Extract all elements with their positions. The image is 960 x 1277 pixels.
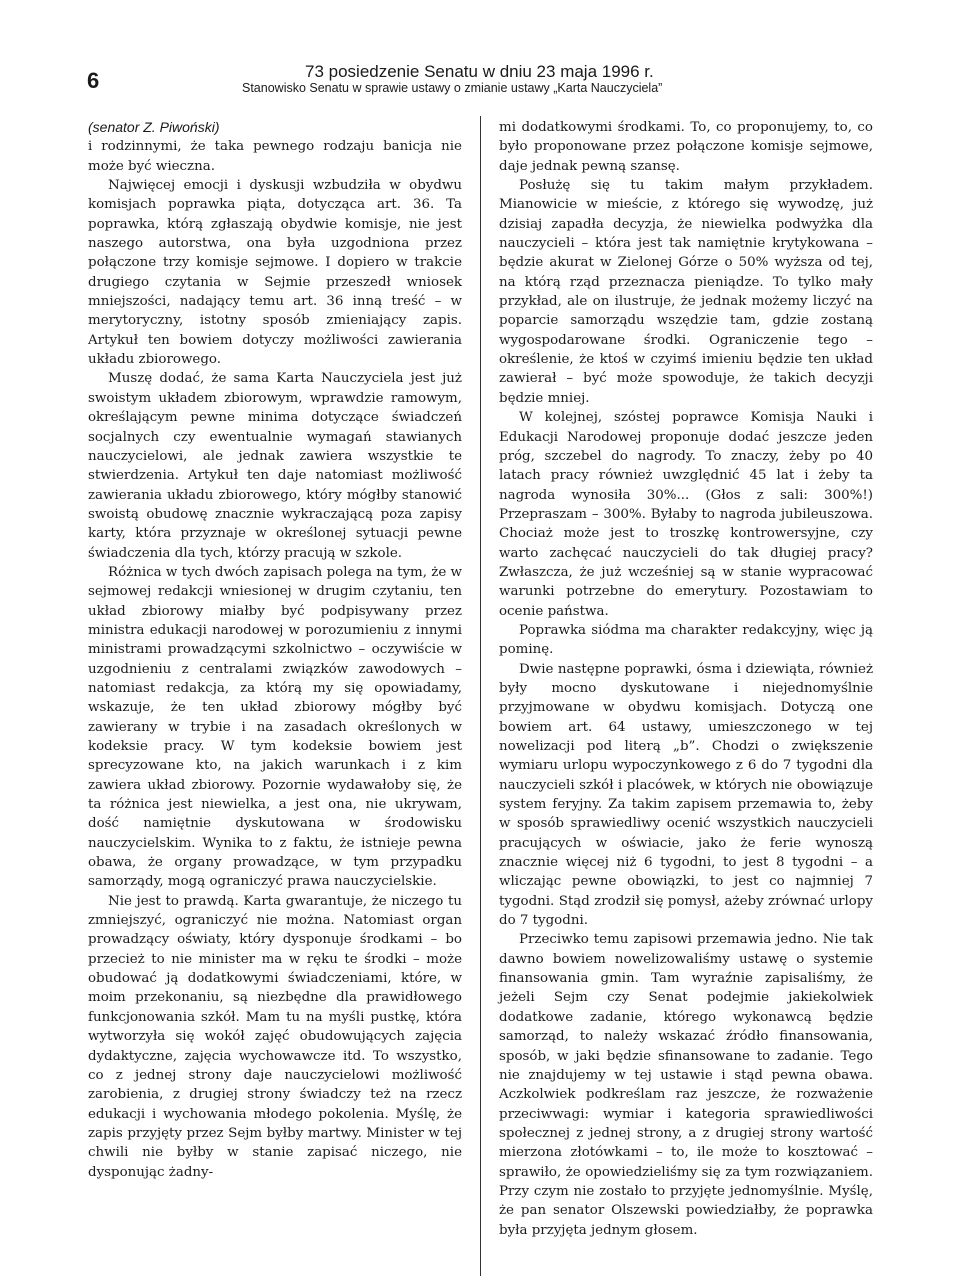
running-header-title: 73 posiedzenie Senatu w dniu 23 maja 1996 r. [305,62,654,81]
running-header-subtitle: Stanowisko Senatu w sprawie ustawy o zmianie ustawy „Karta Nauczyciela” [242,81,663,95]
paragraph: mi dodatkowymi środkami. To, co proponujemy, to, co było proponowane przez połączone komisje sejmowe, daje jednak pewną szansę. [499,120,873,174]
paragraph: Muszę dodać, że sama Karta Nauczyciela jest już swoistym układem zbiorowym, wprawdzie ramowym, określającym pewne minima dotyczące świadczeń socjalnych czy ewentualnie wymagań stawianych nauczycielowi, ale jednak zawiera wszystkie te stwierdzenia. Artykuł ten daje natomiast możliwość zawierania układu zbiorowego, który mógłby stanowić swoistą obudowę znacznie wykraczającą poza zapisy karty, która przyznaje w określonej sytuacji pewne świadczenia dla tych, którzy pracują w szkole. [88,371,462,561]
paragraph: Najwięcej emocji i dyskusji wzbudziła w obydwu komisjach poprawka piąta, dotycząca art. 36. Ta poprawka, którą zgłaszają obydwie komisje, nie jest naszego autorstwa, ona była uzgodniona przez połączone trzy komisje sejmowe. I dopiero w trakcie drugiego czytania w Sejmie przeszedł wniosek mniejszości, nadający temu art. 36 inną treść – w merytoryczny, istotny sposób zmieniający zapis. Artykuł ten bowiem dotyczy możliwości zawierania układu zbiorowego. [88,178,462,368]
paragraph: W kolejnej, szóstej poprawce Komisja Nauki i Edukacji Narodowej proponuje dodać jeszcze jeden próg, szczebel do nagrody. To znaczy, żeby po 40 latach pracy również uwzględnić 45 lat i żeby ta nagroda wynosiła 30%... (Głos z sali: 300%!) Przepraszam – 300%. Byłaby to nagroda jubileuszowa. Chociaż może jest to troszkę kontrowersyjne, czy warto zachęcać nauczycieli do tak długiej pracy? Zwłaszcza, że już wcześniej są w stanie wypracować warunki potrzebne do emerytury. Pozostawiam to ocenie państwa. [499,410,873,619]
speaker-label: (senator Z. Piwoński) [88,119,220,135]
left-column [88,118,462,1182]
paragraph: Nie jest to prawdą. Karta gwarantuje, że niczego tu zmniejszyć, ograniczyć nie można. Natomiast organ prowadzący oświaty, który dysponuje środkami – bo przecież to nie minister ma w ręku te środki – może obudować ją dodatkowymi świadczeniami, które, w moim przekonaniu, są niezbędne dla prawidłowego funkcjonowania szkół. Mam tu na myśli pustkę, która wytworzyła się wokół zajęć obudowujących zajęcia dydaktyczne, zajęcia wychowawcze itd. To wszystko, co z jednej strony daje nauczycielowi możliwość zarobienia, z drugiej strony świadczy też na rzecz edukacji i wychowania młodego pokolenia. Myślę, że zapis przyjęty przez Sejm byłby martwy. Minister w tej chwili nie byłby w stanie zapisać niczego, nie dysponując żadny- [88,893,462,1180]
right-column [499,118,873,1240]
page-number: 6 [87,68,100,93]
paragraph: Przeciwko temu zapisowi przemawia jedno. Nie tak dawno bowiem nowelizowaliśmy ustawę o systemie finansowania gmin. Tam wyraźnie zapisaliśmy, że jeżeli Sejm czy Senat podejmie jakiekolwiek dodatkowe zadanie, którego wykonawcą będzie samorząd, to należy wskazać źródło finansowania, sposób, w jaki będzie sfinansowane to zadanie. Tego nie znajdujemy w tej ustawie i stąd pewna obawa. Aczkolwiek podkreślam raz jeszcze, że rozważenie przeciwwagi: wymiar i kategoria sprawiedliwości społecznej z jednej strony, a z drugiej strony wartość mierzona złotówkami – to, ile może to kosztować – sprawiło, że opowiedzieliśmy się za tym rozwiązaniem. Przy czym nie zostało to przyjęte jednomyślnie. Myślę, że pan senator Olszewski powiedziałby, że poprawka była przyjęta jednym głosem. [499,932,873,1238]
paragraph: Posłużę się tu takim małym przykładem. Mianowicie w mieście, z którego się wywodzę, już dzisiaj zapadła decyzja, że niewielka podwyżka dla nauczycieli – która jest tak namiętnie krytykowana – będzie akurat w Zielonej Górze o 50% wyższa od tej, na którą rząd przeznacza pieniądze. To tylko mały przykład, ale on ilustruje, że jednak możemy liczyć na poparcie samorządu wszędzie tam, gdzie zostaną wygospodarowane środki. Ograniczenie tego – określenie, że ktoś w czyimś imieniu będzie ten układ zawierał – być może spowoduje, że takich decyzji będzie mniej. [499,178,873,406]
paragraph: Poprawka siódma ma charakter redakcyjny, więc ją pominę. [499,622,873,658]
paragraph: Dwie następne poprawki, ósma i dziewiąta, również były mocno dyskutowane i niejednomyślnie przyjmowane w obydwu komisjach. Dotyczą one bowiem art. 64 ustawy, umieszczonego w tej nowelizacji pod literą „b”. Chodzi o zwiększenie wymiaru urlopu wypoczynkowego z 6 do 7 tygodni dla nauczycieli szkół i placówek, w których nie obowiązuje system feryjny. Za takim zapisem przemawia to, żeby w sposób sprawiedliwy ocenić wszystkich nauczycieli pracujących w oświacie, jako że ferie wynoszą znacznie więcej niż 6 tygodni, to jest 8 tygodni – a wliczając pewne obowiązki, to jest co najmniej 7 tygodni. Stąd zrodził się pomysł, ażeby zrównać urlopy do 7 tygodni. [499,661,873,929]
column-divider [480,116,481,1276]
paragraph: i rodzinnymi, że taka pewnego rodzaju banicja nie może być wieczna. [88,139,462,174]
paragraph: Różnica w tych dwóch zapisach polega na tym, że w sejmowej redakcji wniesionej w drugim czytaniu, ten układ zbiorowy miałby być podpisywany przez ministra edukacji narodowej w porozumieniu z innymi ministrami prowadzącymi szkolnictwo – oczywiście w uzgodnieniu z centralami związków zawodowych – natomiast redakcja, za którą my się opowiadamy, wskazuje, że ten układ zbiorowy mógłby być zawierany w trybie i na zasadach określonych w kodeksie pracy. W tym kodeksie bowiem jest sprecyzowane kto, na jakich warunkach i z kim zawiera układ zbiorowy. Pozornie wydawałoby się, że ta różnica jest niewielka, a jest ona, nie ukrywam, dość namiętnie dyskutowana w środowisku nauczycielskim. Wynika to z faktu, że istnieje pewna obawa, że organy prowadzące, w tym przypadku samorządy, mogą ograniczyć prawa nauczycielskie. [88,564,462,890]
